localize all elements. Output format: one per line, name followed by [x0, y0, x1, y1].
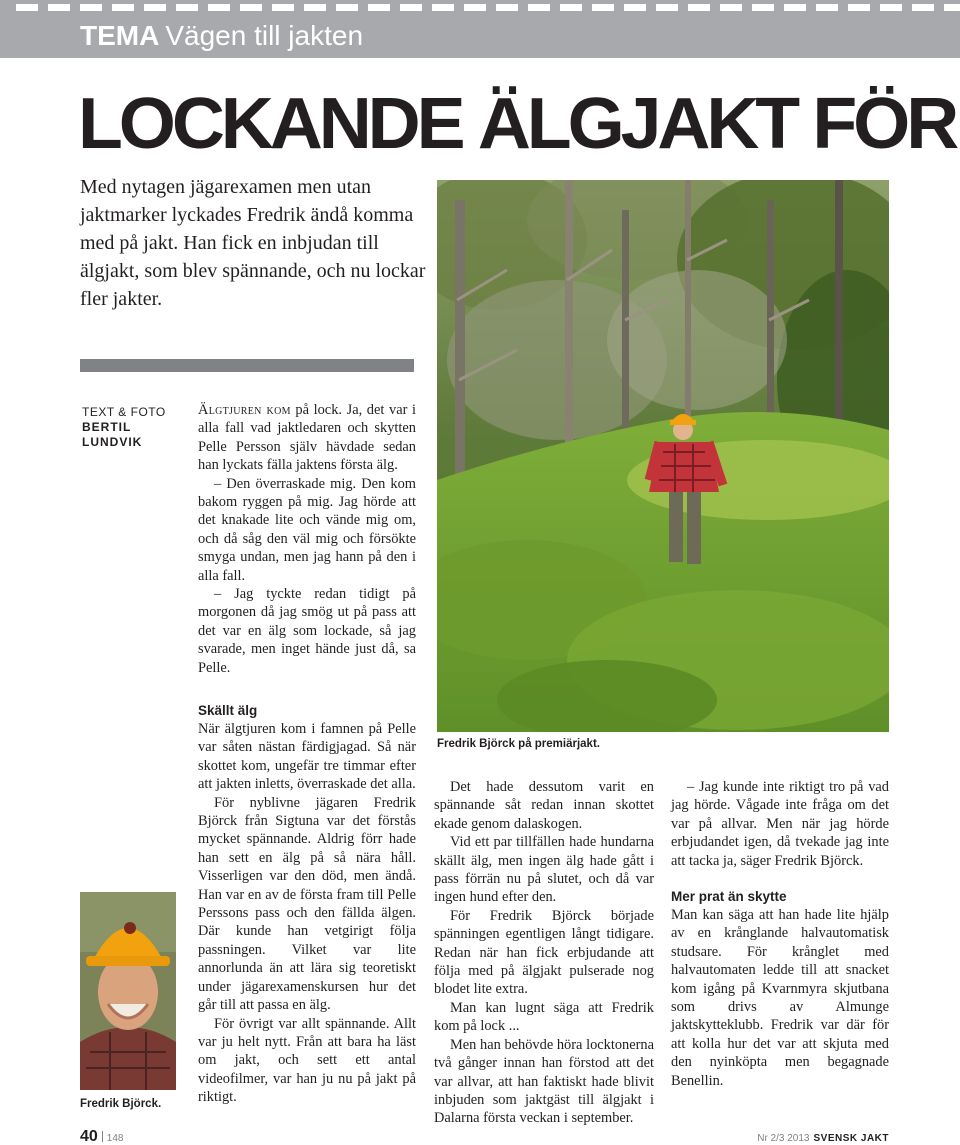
header-dash: [528, 4, 550, 11]
header-dash-strip: [0, 0, 960, 14]
byline: [82, 405, 166, 450]
header-dash: [592, 4, 614, 11]
paragraph: För övrigt var allt spännande. Allt var ju helt nytt. Från att bara ha läst om jakt, och sett ett antal videofilmer, var han ju nu på jakt på riktigt.: [198, 1015, 416, 1106]
header-dash: [336, 4, 358, 11]
paragraph: Vid ett par tillfällen hade hundarna skällt älg, men ingen älg hade gått i pass förrän nu på slutet, och då var ingen hund efter den.: [434, 834, 654, 906]
header-dash: [624, 4, 646, 11]
header-dash: [784, 4, 806, 11]
paragraph: För nyblivne jägaren Fredrik Björck från Sigtuna var det förstås mycket spännande. Aldrig förr hade han sett en älg på så nära håll. Visserligen var den död, men ändå. Han var en av de första fram till Pelle Perssons pass och den fällda älgen. Där kunde han vetgirigt följa passningen. Vilket var lite annorlunda än att lära sig teoretiskt under jägarexamenskursen hur det går till att passa en älg.: [198, 794, 416, 1014]
paragraph: När älgtjuren kom i famnen på Pelle var såten nästan färdigjagad. Så när skottet kom, ungefär tre timmar efter att jakten inletts, överraskade det alla.: [198, 721, 416, 793]
lead-rest: på lock. Ja, det var i alla fall vad jaktledaren och skytten Pelle Persson själv hävdade sedan han lyckats fälla jaktens första älg.: [198, 402, 416, 474]
article-column-2: [434, 778, 654, 1128]
paragraph: För Fredrik Björck började spänningen egentligen långt tidigare. Redan när han fick erbjudande att följa med på älgjakt pulserade nog blodet lite extra.: [434, 907, 654, 998]
header-dash: [16, 4, 38, 11]
header-dash: [400, 4, 422, 11]
lead-smallcaps: Älgtjuren kom: [198, 402, 291, 418]
header-dash: [688, 4, 710, 11]
paragraph: – Jag tyckte redan tidigt på morgonen då jag smög ut på pass att det var en älg som lockade, så jag svarade, men inget hände just då, sa Pelle.: [198, 586, 416, 676]
portrait-caption: Fredrik Björck.: [80, 1098, 162, 1110]
photo-caption: Fredrik Björck på premiärjakt.: [437, 738, 600, 750]
header-dash: [208, 4, 230, 11]
header-dash: [560, 4, 582, 11]
paragraph: Man kan säga att han hade lite hjälp av en krånglande halvautomatisk studsare. För krånglet med halvautomaten ledde till att snacket kom igång på Kvarnmyra skjutbana som drivs av Almunge jaktskytteklubb. Fredrik var där för att kolla hur det var att skjuta med den nyinköpta men begagnade Benellin.: [671, 907, 889, 1089]
issue-number: Nr 2/3 2013: [757, 1133, 810, 1144]
paragraph: – Den överraskade mig. Den kom bakom ryggen på mig. Jag hörde att det knakade lite och vände mig om, och då såg den väl mig och försökte smyga undan, men jag hann på den i alla fall.: [198, 475, 416, 584]
page-total: 148: [106, 1133, 124, 1144]
portrait-illustration: [80, 892, 176, 1090]
section-theme: [80, 18, 363, 54]
header-dash: [848, 4, 870, 11]
paragraph: – Jag kunde inte riktigt tro på vad jag hörde. Vågade inte fråga om det var på allvar. Men när jag hörde erbjudandet igen, då tvekade jag inte att tacka ja, säger Fredrik Björck.: [671, 779, 889, 869]
subheading: Mer prat än skytte: [671, 889, 787, 905]
header-dash: [464, 4, 486, 11]
header-dash: [880, 4, 902, 11]
footer-separator: [102, 1131, 103, 1142]
header-dash: [752, 4, 774, 11]
portrait-photo-fredrik: [80, 892, 176, 1090]
article-column-3: [671, 778, 889, 1090]
paragraph-lead: [198, 401, 416, 475]
theme-title: Vägen till jakten: [165, 20, 364, 51]
magazine-name: SVENSK JAKT: [813, 1133, 889, 1144]
paragraph: Det hade dessutom varit en spännande såt redan innan skottet ekade genom dalaskogen.: [434, 779, 654, 832]
article-column-1-upper: [198, 401, 416, 677]
header-dash: [432, 4, 454, 11]
header-dash: [80, 4, 102, 11]
header-dash: [912, 4, 934, 11]
header-dash: [944, 4, 960, 11]
subheading: Skällt älg: [198, 703, 258, 718]
main-photo-hunter-in-forest: [437, 180, 889, 732]
article-headline: LOCKANDE ÄLGJAKT FÖR: [78, 84, 956, 164]
header-dash: [112, 4, 134, 11]
theme-tag: TEMA: [80, 20, 160, 51]
article-ingress: Med nytagen jägarexamen men utan jaktmarker lyckades Fredrik ändå komma med på jakt. Han fick en inbjudan till älgjakt, som blev spännande, och nu lockar fler jakter.: [80, 176, 426, 310]
paragraph: Man kan lugnt säga att Fredrik kom på lock ...: [434, 999, 654, 1035]
header-dash: [144, 4, 166, 11]
header-dash: [816, 4, 838, 11]
header-dash: [272, 4, 294, 11]
section-header-band: [0, 0, 960, 58]
header-dash: [656, 4, 678, 11]
article-column-1-lower: [198, 702, 416, 1107]
forest-scene-illustration: [437, 180, 889, 732]
page-number: 40: [80, 1128, 98, 1145]
divider-bar: [80, 359, 414, 372]
byline-name: BERTIL LUNDVIK: [82, 420, 143, 449]
header-dash: [48, 4, 70, 11]
footer-publication: [757, 1133, 889, 1144]
byline-label: TEXT & FOTO: [82, 405, 166, 419]
header-dash: [304, 4, 326, 11]
header-dash: [720, 4, 742, 11]
footer-page-info: [80, 1128, 123, 1145]
header-dash: [368, 4, 390, 11]
paragraph: Men han behövde höra locktonerna två gånger innan han förstod att det var allvar, att han faktiskt hade blivit inbjuden som jaktgäst till älgjakt i Dalarna första veckan i september.: [434, 1036, 654, 1127]
header-dash: [176, 4, 198, 11]
header-dash: [496, 4, 518, 11]
header-dash: [240, 4, 262, 11]
